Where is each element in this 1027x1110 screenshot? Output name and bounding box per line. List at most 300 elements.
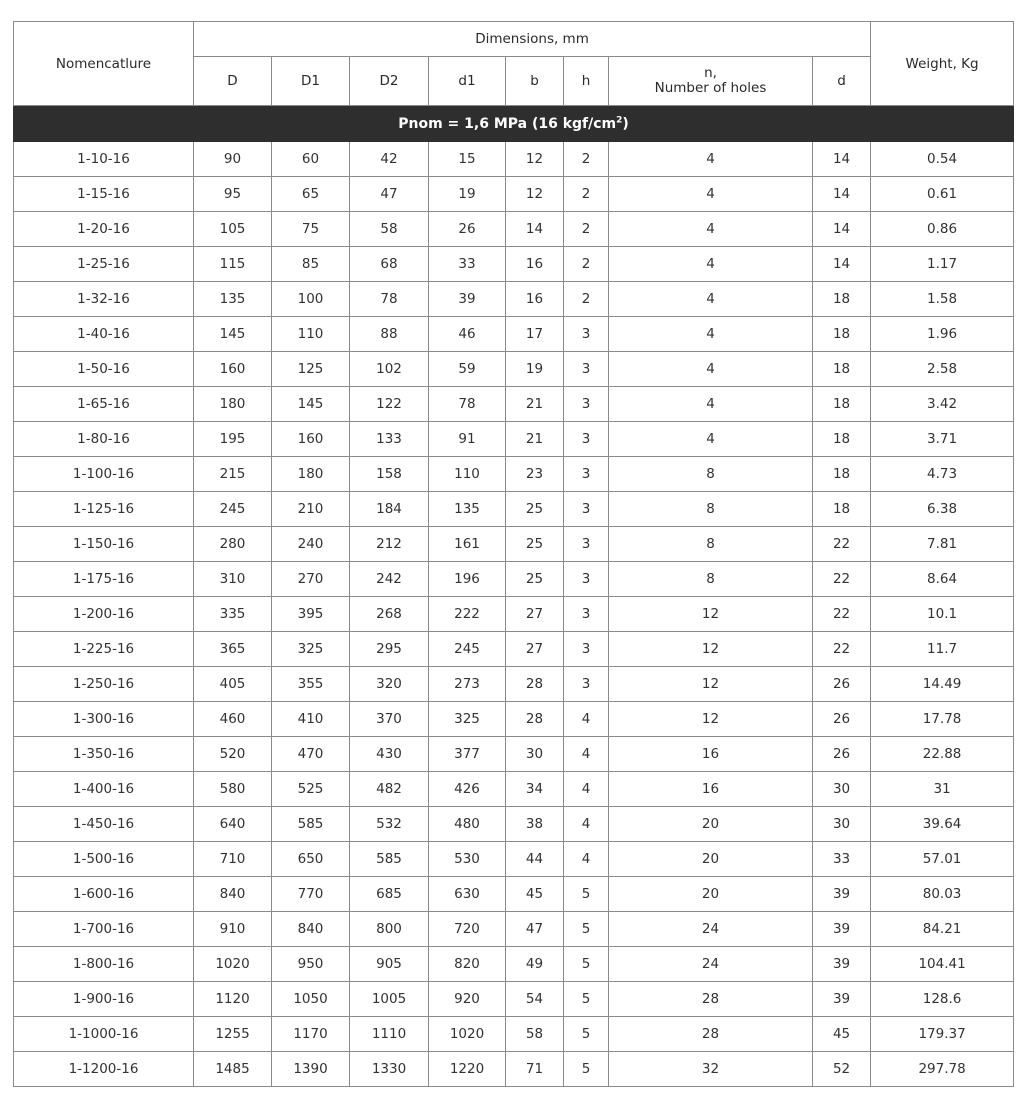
cell-h: 5: [564, 982, 609, 1017]
cell-holes: 12: [609, 702, 813, 737]
cell-b: 23: [506, 457, 564, 492]
cell-h: 2: [564, 142, 609, 177]
cell-b: 25: [506, 492, 564, 527]
cell-D1: 585: [272, 807, 350, 842]
cell-d: 18: [813, 422, 871, 457]
cell-nomenclature: 1-50-16: [14, 352, 194, 387]
cell-weight: 10.1: [871, 597, 1014, 632]
cell-D2: 482: [350, 772, 429, 807]
header-dimensions: Dimensions, mm: [194, 22, 871, 57]
header-n-label: n,: [704, 65, 717, 81]
table-row: [14, 1017, 1014, 1052]
cell-D1: 65: [272, 177, 350, 212]
cell-d1: 630: [429, 877, 506, 912]
cell-D: 365: [194, 632, 272, 667]
cell-D1: 770: [272, 877, 350, 912]
cell-weight: 1.17: [871, 247, 1014, 282]
cell-D: 310: [194, 562, 272, 597]
cell-D: 840: [194, 877, 272, 912]
header-weight: Weight, Kg: [871, 22, 1014, 106]
header-number-of-holes-label: Number of holes: [654, 80, 767, 96]
cell-weight: 11.7: [871, 632, 1014, 667]
cell-D1: 325: [272, 632, 350, 667]
cell-h: 4: [564, 842, 609, 877]
cell-nomenclature: 1-20-16: [14, 212, 194, 247]
cell-D2: 295: [350, 632, 429, 667]
cell-D1: 1390: [272, 1052, 350, 1087]
cell-holes: 4: [609, 317, 813, 352]
cell-h: 3: [564, 562, 609, 597]
table-row: [14, 177, 1014, 212]
cell-h: 3: [564, 492, 609, 527]
cell-weight: 1.58: [871, 282, 1014, 317]
cell-holes: 4: [609, 422, 813, 457]
table-row: [14, 842, 1014, 877]
table-row: [14, 387, 1014, 422]
cell-D: 710: [194, 842, 272, 877]
cell-holes: 24: [609, 912, 813, 947]
cell-nomenclature: 1-10-16: [14, 142, 194, 177]
header-d: d: [813, 57, 871, 106]
cell-d: 18: [813, 457, 871, 492]
cell-D2: 58: [350, 212, 429, 247]
cell-D: 1485: [194, 1052, 272, 1087]
cell-d: 30: [813, 772, 871, 807]
cell-d1: 46: [429, 317, 506, 352]
cell-D1: 840: [272, 912, 350, 947]
cell-D2: 102: [350, 352, 429, 387]
cell-D2: 78: [350, 282, 429, 317]
cell-D2: 212: [350, 527, 429, 562]
table-row: [14, 912, 1014, 947]
cell-h: 5: [564, 912, 609, 947]
cell-b: 71: [506, 1052, 564, 1087]
cell-D1: 650: [272, 842, 350, 877]
cell-nomenclature: 1-350-16: [14, 737, 194, 772]
cell-h: 3: [564, 317, 609, 352]
cell-D1: 210: [272, 492, 350, 527]
cell-h: 3: [564, 527, 609, 562]
cell-D: 460: [194, 702, 272, 737]
cell-d1: 196: [429, 562, 506, 597]
cell-D1: 270: [272, 562, 350, 597]
cell-d: 39: [813, 982, 871, 1017]
cell-weight: 17.78: [871, 702, 1014, 737]
cell-d: 18: [813, 352, 871, 387]
cell-holes: 4: [609, 142, 813, 177]
cell-nomenclature: 1-32-16: [14, 282, 194, 317]
cell-d: 52: [813, 1052, 871, 1087]
cell-d1: 1220: [429, 1052, 506, 1087]
cell-D2: 133: [350, 422, 429, 457]
cell-holes: 8: [609, 562, 813, 597]
header-h: h: [564, 57, 609, 106]
table-row: [14, 562, 1014, 597]
table-row: [14, 807, 1014, 842]
header-D2: D2: [350, 57, 429, 106]
cell-weight: 4.73: [871, 457, 1014, 492]
cell-D: 160: [194, 352, 272, 387]
header-number-of-holes: [609, 57, 813, 106]
cell-holes: 4: [609, 282, 813, 317]
pressure-band-sup: 2: [616, 114, 623, 125]
cell-weight: 104.41: [871, 947, 1014, 982]
cell-D2: 1330: [350, 1052, 429, 1087]
cell-D1: 240: [272, 527, 350, 562]
cell-weight: 0.54: [871, 142, 1014, 177]
cell-weight: 22.88: [871, 737, 1014, 772]
cell-b: 16: [506, 282, 564, 317]
cell-holes: 12: [609, 632, 813, 667]
cell-nomenclature: 1-500-16: [14, 842, 194, 877]
cell-D1: 100: [272, 282, 350, 317]
cell-D2: 905: [350, 947, 429, 982]
cell-h: 3: [564, 352, 609, 387]
cell-b: 27: [506, 597, 564, 632]
cell-D2: 370: [350, 702, 429, 737]
cell-b: 45: [506, 877, 564, 912]
cell-d: 45: [813, 1017, 871, 1052]
cell-nomenclature: 1-150-16: [14, 527, 194, 562]
cell-d1: 222: [429, 597, 506, 632]
cell-d: 26: [813, 702, 871, 737]
cell-nomenclature: 1-800-16: [14, 947, 194, 982]
cell-holes: 20: [609, 807, 813, 842]
cell-d: 18: [813, 317, 871, 352]
cell-D: 145: [194, 317, 272, 352]
cell-b: 16: [506, 247, 564, 282]
cell-d: 22: [813, 632, 871, 667]
cell-D: 640: [194, 807, 272, 842]
cell-d1: 920: [429, 982, 506, 1017]
cell-d: 26: [813, 737, 871, 772]
cell-D1: 180: [272, 457, 350, 492]
cell-D2: 122: [350, 387, 429, 422]
cell-nomenclature: 1-125-16: [14, 492, 194, 527]
cell-holes: 24: [609, 947, 813, 982]
cell-d1: 91: [429, 422, 506, 457]
cell-h: 3: [564, 457, 609, 492]
cell-d1: 59: [429, 352, 506, 387]
cell-D1: 470: [272, 737, 350, 772]
cell-b: 25: [506, 562, 564, 597]
cell-d: 26: [813, 667, 871, 702]
table-row: [14, 982, 1014, 1017]
cell-D: 215: [194, 457, 272, 492]
table-row: [14, 597, 1014, 632]
cell-nomenclature: 1-600-16: [14, 877, 194, 912]
cell-holes: 16: [609, 772, 813, 807]
cell-h: 2: [564, 247, 609, 282]
cell-D: 280: [194, 527, 272, 562]
cell-weight: 6.38: [871, 492, 1014, 527]
cell-D1: 1050: [272, 982, 350, 1017]
cell-d: 18: [813, 492, 871, 527]
cell-nomenclature: 1-175-16: [14, 562, 194, 597]
cell-d1: 33: [429, 247, 506, 282]
cell-b: 28: [506, 702, 564, 737]
cell-D: 95: [194, 177, 272, 212]
cell-D1: 525: [272, 772, 350, 807]
cell-holes: 28: [609, 1017, 813, 1052]
cell-d: 22: [813, 597, 871, 632]
cell-D2: 47: [350, 177, 429, 212]
cell-D2: 320: [350, 667, 429, 702]
cell-weight: 3.71: [871, 422, 1014, 457]
header-d1: d1: [429, 57, 506, 106]
cell-D: 180: [194, 387, 272, 422]
cell-b: 21: [506, 422, 564, 457]
cell-nomenclature: 1-250-16: [14, 667, 194, 702]
table-row: [14, 1052, 1014, 1087]
cell-D2: 532: [350, 807, 429, 842]
cell-b: 12: [506, 142, 564, 177]
cell-d: 39: [813, 912, 871, 947]
cell-D1: 1170: [272, 1017, 350, 1052]
cell-h: 4: [564, 772, 609, 807]
cell-d1: 426: [429, 772, 506, 807]
cell-weight: 14.49: [871, 667, 1014, 702]
table-row: [14, 737, 1014, 772]
cell-h: 2: [564, 212, 609, 247]
cell-D2: 585: [350, 842, 429, 877]
cell-D2: 68: [350, 247, 429, 282]
cell-weight: 128.6: [871, 982, 1014, 1017]
cell-h: 3: [564, 422, 609, 457]
cell-holes: 12: [609, 667, 813, 702]
cell-b: 14: [506, 212, 564, 247]
table-header: [14, 22, 1014, 106]
cell-holes: 4: [609, 212, 813, 247]
cell-d: 18: [813, 387, 871, 422]
cell-D: 245: [194, 492, 272, 527]
cell-d1: 377: [429, 737, 506, 772]
cell-D: 135: [194, 282, 272, 317]
cell-weight: 3.42: [871, 387, 1014, 422]
cell-holes: 4: [609, 352, 813, 387]
cell-d1: 39: [429, 282, 506, 317]
cell-d1: 161: [429, 527, 506, 562]
cell-d1: 273: [429, 667, 506, 702]
cell-weight: 0.86: [871, 212, 1014, 247]
table-row: [14, 947, 1014, 982]
cell-nomenclature: 1-100-16: [14, 457, 194, 492]
cell-nomenclature: 1-225-16: [14, 632, 194, 667]
cell-D2: 184: [350, 492, 429, 527]
cell-h: 4: [564, 737, 609, 772]
cell-D1: 410: [272, 702, 350, 737]
cell-D1: 395: [272, 597, 350, 632]
cell-D: 520: [194, 737, 272, 772]
cell-D1: 60: [272, 142, 350, 177]
cell-weight: 8.64: [871, 562, 1014, 597]
cell-D: 1255: [194, 1017, 272, 1052]
cell-h: 3: [564, 667, 609, 702]
cell-d: 33: [813, 842, 871, 877]
cell-b: 12: [506, 177, 564, 212]
header-D: D: [194, 57, 272, 106]
cell-d: 14: [813, 247, 871, 282]
cell-holes: 20: [609, 877, 813, 912]
cell-b: 19: [506, 352, 564, 387]
cell-d: 14: [813, 212, 871, 247]
cell-D1: 355: [272, 667, 350, 702]
header-nomenclature: Nomencatlure: [14, 22, 194, 106]
table-row: [14, 667, 1014, 702]
cell-D1: 85: [272, 247, 350, 282]
cell-nomenclature: 1-80-16: [14, 422, 194, 457]
cell-weight: 2.58: [871, 352, 1014, 387]
cell-D2: 1005: [350, 982, 429, 1017]
cell-D2: 242: [350, 562, 429, 597]
cell-nomenclature: 1-450-16: [14, 807, 194, 842]
table-row: [14, 492, 1014, 527]
cell-holes: 12: [609, 597, 813, 632]
cell-d1: 480: [429, 807, 506, 842]
table-row: [14, 632, 1014, 667]
cell-d1: 110: [429, 457, 506, 492]
cell-holes: 4: [609, 177, 813, 212]
cell-weight: 7.81: [871, 527, 1014, 562]
cell-b: 21: [506, 387, 564, 422]
header-D1: D1: [272, 57, 350, 106]
cell-d: 39: [813, 947, 871, 982]
cell-weight: 57.01: [871, 842, 1014, 877]
cell-weight: 31: [871, 772, 1014, 807]
cell-h: 5: [564, 947, 609, 982]
table-row: [14, 772, 1014, 807]
cell-D2: 158: [350, 457, 429, 492]
cell-h: 2: [564, 282, 609, 317]
table-row: [14, 352, 1014, 387]
cell-nomenclature: 1-200-16: [14, 597, 194, 632]
cell-D1: 145: [272, 387, 350, 422]
cell-D: 405: [194, 667, 272, 702]
cell-weight: 1.96: [871, 317, 1014, 352]
cell-h: 3: [564, 632, 609, 667]
table-row: [14, 142, 1014, 177]
cell-holes: 8: [609, 492, 813, 527]
cell-D: 115: [194, 247, 272, 282]
table-row: [14, 527, 1014, 562]
cell-nomenclature: 1-25-16: [14, 247, 194, 282]
table-row: [14, 702, 1014, 737]
cell-D1: 125: [272, 352, 350, 387]
cell-d: 18: [813, 282, 871, 317]
cell-h: 4: [564, 702, 609, 737]
cell-b: 54: [506, 982, 564, 1017]
table-row: [14, 282, 1014, 317]
cell-nomenclature: 1-400-16: [14, 772, 194, 807]
cell-b: 28: [506, 667, 564, 702]
pressure-band-close: ): [622, 115, 629, 132]
cell-weight: 80.03: [871, 877, 1014, 912]
cell-d1: 1020: [429, 1017, 506, 1052]
cell-h: 5: [564, 1017, 609, 1052]
cell-weight: 84.21: [871, 912, 1014, 947]
header-b: b: [506, 57, 564, 106]
cell-b: 58: [506, 1017, 564, 1052]
cell-D2: 268: [350, 597, 429, 632]
pressure-band-row: [14, 106, 1014, 142]
cell-nomenclature: 1-700-16: [14, 912, 194, 947]
table-row: [14, 457, 1014, 492]
cell-d: 14: [813, 142, 871, 177]
cell-weight: 297.78: [871, 1052, 1014, 1087]
cell-nomenclature: 1-300-16: [14, 702, 194, 737]
table-row: [14, 317, 1014, 352]
cell-weight: 0.61: [871, 177, 1014, 212]
cell-d: 22: [813, 527, 871, 562]
cell-D2: 685: [350, 877, 429, 912]
cell-weight: 179.37: [871, 1017, 1014, 1052]
cell-D1: 110: [272, 317, 350, 352]
cell-D: 105: [194, 212, 272, 247]
table-row: [14, 422, 1014, 457]
cell-d1: 15: [429, 142, 506, 177]
cell-d1: 325: [429, 702, 506, 737]
pressure-band-text: Pnom = 1,6 MPa (16 kgf/cm: [398, 115, 617, 132]
cell-d1: 245: [429, 632, 506, 667]
cell-d: 30: [813, 807, 871, 842]
table-row: [14, 212, 1014, 247]
cell-holes: 4: [609, 247, 813, 282]
cell-D: 1120: [194, 982, 272, 1017]
cell-D1: 160: [272, 422, 350, 457]
cell-b: 49: [506, 947, 564, 982]
cell-b: 47: [506, 912, 564, 947]
cell-d1: 820: [429, 947, 506, 982]
cell-b: 25: [506, 527, 564, 562]
cell-b: 34: [506, 772, 564, 807]
cell-b: 44: [506, 842, 564, 877]
cell-holes: 4: [609, 387, 813, 422]
cell-h: 3: [564, 597, 609, 632]
cell-holes: 16: [609, 737, 813, 772]
table-body: [14, 106, 1014, 1087]
cell-holes: 20: [609, 842, 813, 877]
cell-h: 5: [564, 877, 609, 912]
cell-D2: 430: [350, 737, 429, 772]
pressure-band: [14, 106, 1014, 142]
cell-b: 17: [506, 317, 564, 352]
cell-h: 2: [564, 177, 609, 212]
cell-nomenclature: 1-1000-16: [14, 1017, 194, 1052]
cell-d1: 720: [429, 912, 506, 947]
cell-d: 14: [813, 177, 871, 212]
cell-nomenclature: 1-40-16: [14, 317, 194, 352]
cell-d1: 26: [429, 212, 506, 247]
flange-dimensions-table: [13, 21, 1014, 1087]
cell-holes: 28: [609, 982, 813, 1017]
cell-D1: 950: [272, 947, 350, 982]
cell-b: 30: [506, 737, 564, 772]
cell-d1: 135: [429, 492, 506, 527]
cell-h: 3: [564, 387, 609, 422]
table-row: [14, 877, 1014, 912]
cell-d1: 530: [429, 842, 506, 877]
cell-D2: 1110: [350, 1017, 429, 1052]
cell-nomenclature: 1-65-16: [14, 387, 194, 422]
cell-holes: 8: [609, 527, 813, 562]
table-row: [14, 247, 1014, 282]
cell-holes: 32: [609, 1052, 813, 1087]
cell-D: 335: [194, 597, 272, 632]
cell-D: 90: [194, 142, 272, 177]
cell-weight: 39.64: [871, 807, 1014, 842]
cell-nomenclature: 1-15-16: [14, 177, 194, 212]
cell-D1: 75: [272, 212, 350, 247]
